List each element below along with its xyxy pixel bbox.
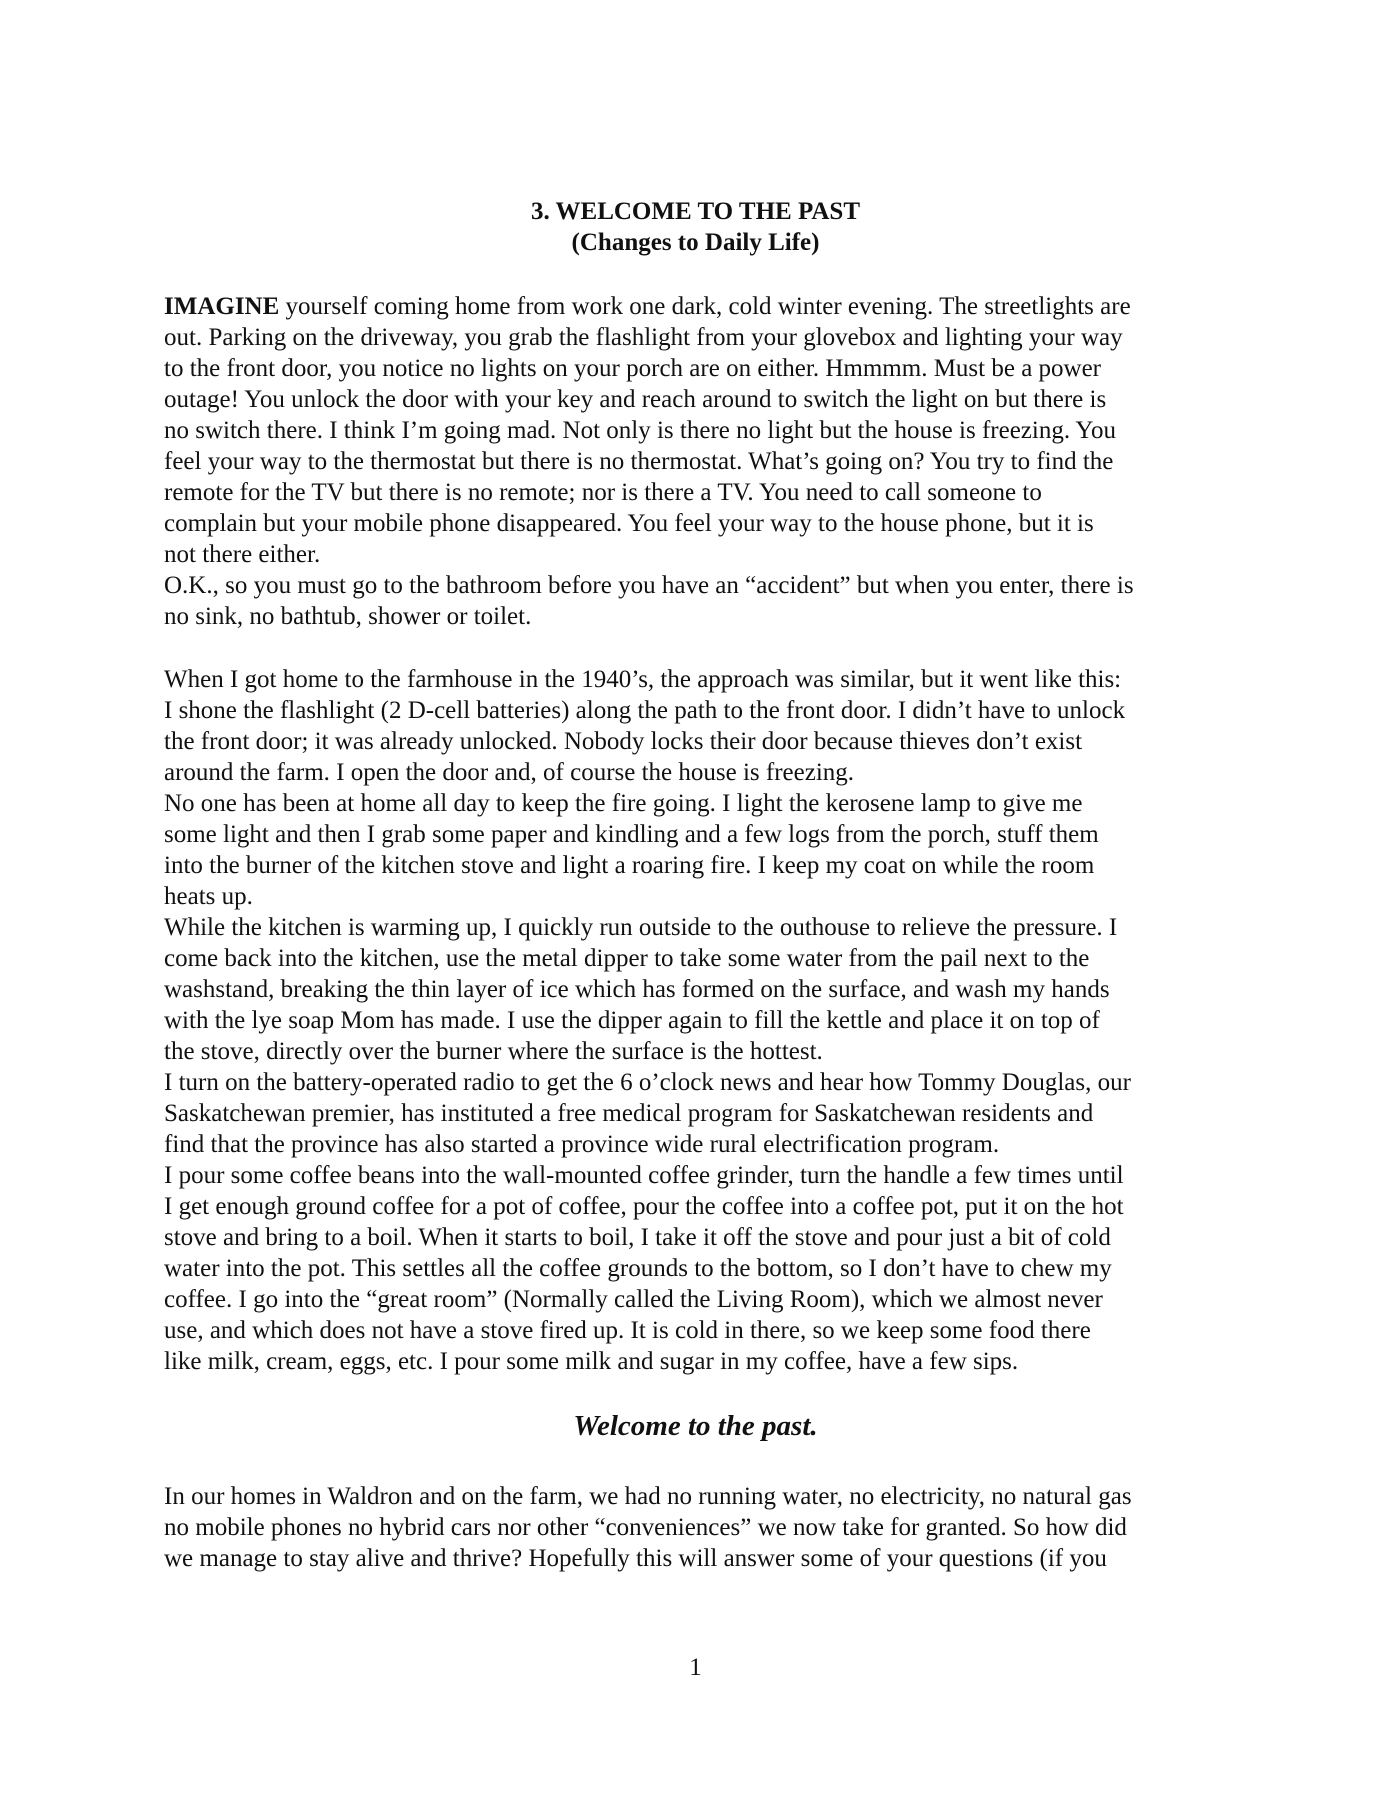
text-line: remote for the TV but there is no remote; nor is there a TV. You need to call someone to (164, 479, 1042, 506)
text-line: IMAGINE yourself coming home from work one dark, cold winter evening. The streetlights are (164, 293, 1131, 320)
text-line: I pour some coffee beans into the wall-mounted coffee grinder, turn the handle a few times until (164, 1162, 1124, 1189)
text-line: we manage to stay alive and thrive? Hopefully this will answer some of your questions (if you (164, 1545, 1107, 1572)
text-line: out. Parking on the driveway, you grab the flashlight from your glovebox and lighting your way (164, 324, 1123, 351)
text-line: coffee. I go into the “great room” (Normally called the Living Room), which we almost never (164, 1286, 1103, 1313)
text-line: no switch there. I think I’m going mad. Not only is there no light but the house is freezing. You (164, 417, 1116, 444)
text-line: Saskatchewan premier, has instituted a free medical program for Saskatchewan residents and (164, 1100, 1094, 1127)
text-line: water into the pot. This settles all the coffee grounds to the bottom, so I don’t have to chew my (164, 1255, 1112, 1282)
text-line: When I got home to the farmhouse in the 1940’s, the approach was similar, but it went like this: (164, 666, 1122, 693)
text-line: heats up. (164, 883, 253, 910)
intro-lead-word: IMAGINE (164, 293, 280, 320)
text-line: O.K., so you must go to the bathroom before you have an “accident” but when you enter, there is (164, 572, 1134, 599)
text-line: no mobile phones no hybrid cars nor other “conveniences” we now take for granted. So how did (164, 1514, 1127, 1541)
text-line: find that the province has also started a province wide rural electrification program. (164, 1131, 1000, 1158)
text-line: around the farm. I open the door and, of course the house is freezing. (164, 759, 855, 786)
text-line: I shone the flashlight (2 D-cell batteries) along the path to the front door. I didn’t have to unlock (164, 697, 1126, 724)
chapter-title: 3. WELCOME TO THE PAST (530, 198, 861, 225)
text-line: into the burner of the kitchen stove and light a roaring fire. I keep my coat on while the room (164, 852, 1095, 879)
text-line: use, and which does not have a stove fired up. It is cold in there, so we keep some food there (164, 1317, 1091, 1344)
chapter-subtitle: (Changes to Daily Life) (571, 229, 820, 256)
text-line: feel your way to the thermostat but there is no thermostat. What’s going on? You try to find the (164, 448, 1114, 475)
text-line: come back into the kitchen, use the metal dipper to take some water from the pail next to the (164, 945, 1090, 972)
text-line: with the lye soap Mom has made. I use the dipper again to fill the kettle and place it on top of (164, 1007, 1100, 1034)
text-line: While the kitchen is warming up, I quickly run outside to the outhouse to relieve the pressure. I (164, 914, 1118, 941)
text-line: not there either. (164, 541, 321, 568)
text-line: to the front door, you notice no lights on your porch are on either. Hmmmm. Must be a power (164, 355, 1102, 382)
text-line: outage! You unlock the door with your key and reach around to switch the light on but there is (164, 386, 1107, 413)
text-line: washstand, breaking the thin layer of ice which has formed on the surface, and wash my hands (164, 976, 1110, 1003)
section-heading: Welcome to the past. (573, 1410, 818, 1442)
text-line: the stove, directly over the burner where the surface is the hottest. (164, 1038, 823, 1065)
page-number: 1 (689, 1654, 702, 1681)
text-line: No one has been at home all day to keep the fire going. I light the kerosene lamp to give me (164, 790, 1083, 817)
text-line: some light and then I grab some paper and kindling and a few logs from the porch, stuff them (164, 821, 1099, 848)
text-line: I turn on the battery-operated radio to get the 6 o’clock news and hear how Tommy Douglas, our (164, 1069, 1131, 1096)
text-line: stove and bring to a boil. When it starts to boil, I take it off the stove and pour just a bit of cold (164, 1224, 1111, 1251)
text-line: like milk, cream, eggs, etc. I pour some milk and sugar in my coffee, have a few sips. (164, 1348, 1019, 1375)
text-line: no sink, no bathtub, shower or toilet. (164, 603, 532, 630)
text-line: the front door; it was already unlocked. Nobody locks their door because thieves don’t exist (164, 728, 1083, 755)
text-line: I get enough ground coffee for a pot of coffee, pour the coffee into a coffee pot, put it on the hot (164, 1193, 1124, 1220)
text-line: complain but your mobile phone disappeared. You feel your way to the house phone, but it is (164, 510, 1094, 537)
text-line: In our homes in Waldron and on the farm, we had no running water, no electricity, no natural gas (164, 1483, 1132, 1510)
